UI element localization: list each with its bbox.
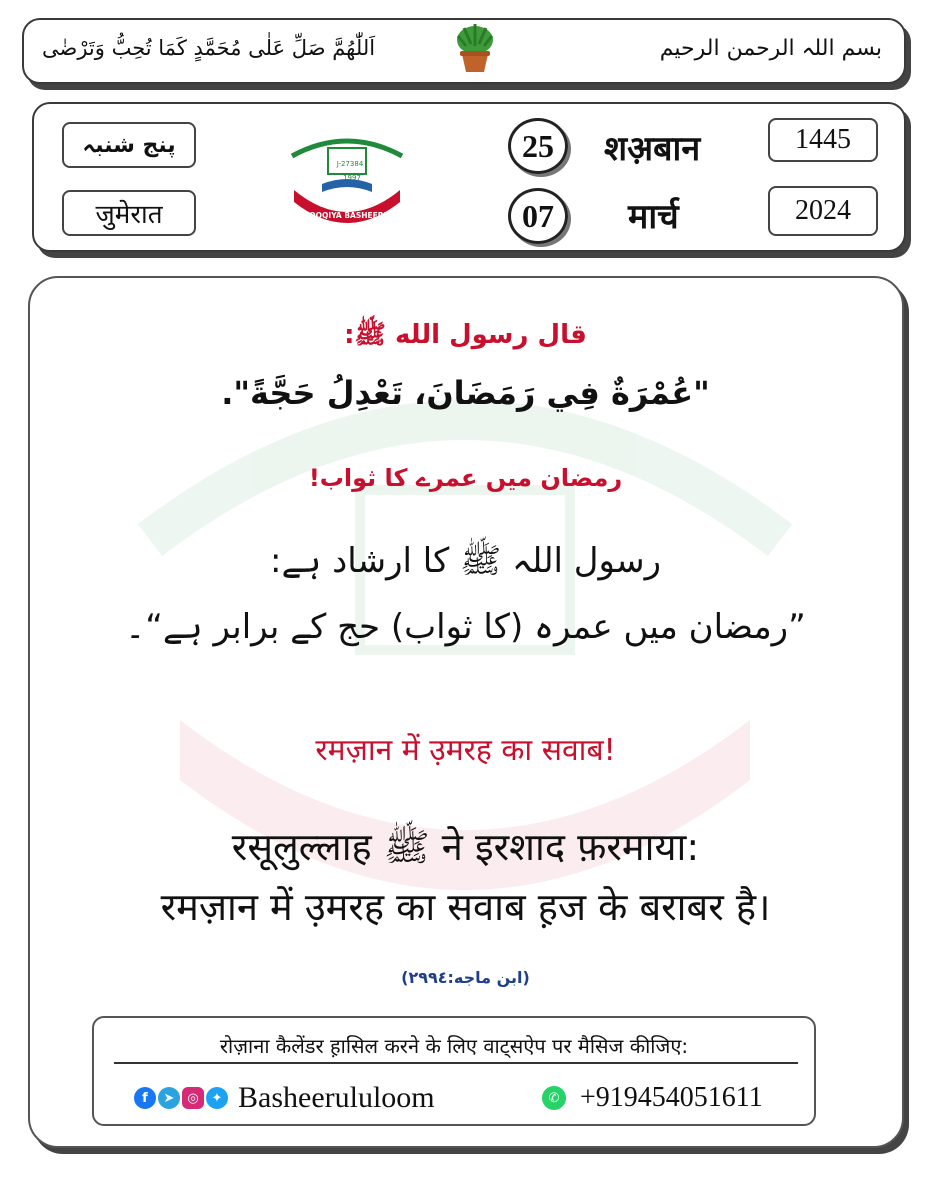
hijri-month: शअ़बान <box>604 129 701 169</box>
logo-label: JAMIA FAROOQIYA BASHEERUL ULOOM <box>266 211 428 220</box>
logo-reg-number: J-27384 <box>336 160 364 168</box>
footer-message: रोज़ाना कैलेंडर ह़ासिल करने के लिए वाट्सऐप पर मैसिज कीजिए: <box>219 1034 689 1058</box>
social-row <box>134 1078 435 1118</box>
urdu-line-1: رسول اللہ ﷺ کا ارشاد ہے: <box>270 541 661 581</box>
gregorian-year: 2024 <box>768 186 878 236</box>
hindi-line-2: रमज़ान में उ़मरह का सवाब ह़ज के बराबर है। <box>160 885 771 929</box>
urdu-line-2: ”رمضان میں عمرہ (کا ثواب) حج کے برابر ہے“۔ <box>125 607 806 647</box>
reference: (ابن ماجه:٢٩٩٤) <box>401 968 530 987</box>
plant-icon <box>452 22 498 74</box>
urdu-title: رمضان میں عمرے کا ثواب! <box>308 464 623 492</box>
institution-logo <box>266 126 428 236</box>
hindi-line-1: रसूलुल्लाह ﷺ ने इरशाद फ़रमाया: <box>231 825 700 869</box>
instagram-icon[interactable]: ◎ <box>182 1087 204 1109</box>
logo-year: 1997 <box>343 174 361 182</box>
whatsapp-icon[interactable]: ✆ <box>542 1086 566 1110</box>
phone-number[interactable]: +919454051611 <box>580 1082 763 1113</box>
handle-text[interactable]: Basheerululoom <box>238 1081 435 1114</box>
footer-divider <box>114 1062 798 1064</box>
weekday-hindi: जुमेरात <box>62 190 196 236</box>
bismillah-text: بسم اللہ الرحمن الرحیم <box>659 36 882 61</box>
hijri-year: 1445 <box>768 118 878 162</box>
arabic-intro: قال رسول الله ﷺ: <box>344 320 587 350</box>
telegram-icon[interactable]: ➤ <box>158 1087 180 1109</box>
facebook-icon[interactable]: f <box>134 1087 156 1109</box>
durood-text: اَللّٰھُمَّ صَلِّ عَلٰی مُحَمَّدٍ کَمَا تُحِبُّ وَتَرْضٰی <box>42 36 376 60</box>
gregorian-month: मार्च <box>628 197 679 237</box>
arabic-hadith: "عُمْرَةٌ فِي رَمَضَانَ، تَعْدِلُ حَجَّةً". <box>221 374 710 412</box>
gregorian-day-circle: 07 <box>508 188 568 244</box>
footer-box <box>92 1016 816 1126</box>
hindi-title: रमज़ान में उ़मरह का सवाब! <box>315 733 616 768</box>
phone-row <box>542 1078 763 1118</box>
hijri-day-circle: 25 <box>508 118 568 174</box>
twitter-icon[interactable]: ✦ <box>206 1087 228 1109</box>
weekday-urdu: پنج شنبہ <box>62 122 196 168</box>
